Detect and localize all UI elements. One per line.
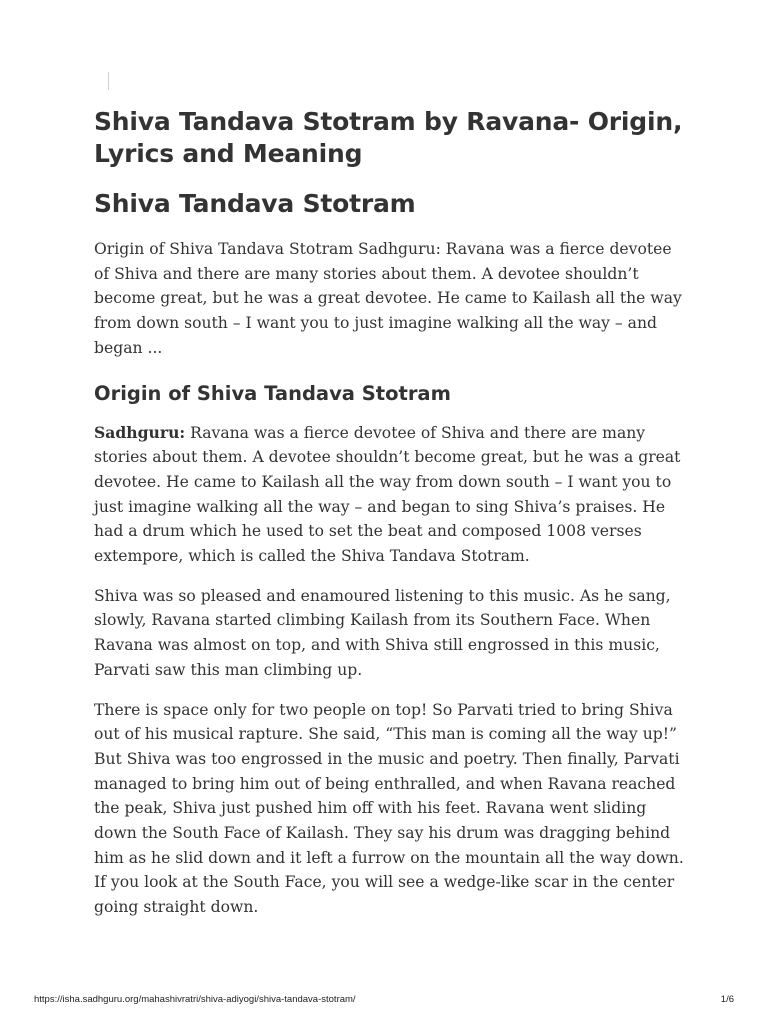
speaker-label: Sadhguru: bbox=[94, 422, 186, 442]
body-paragraph-1 bbox=[94, 421, 684, 569]
header-divider bbox=[108, 72, 109, 90]
body-paragraph-1-text: Ravana was a fierce devotee of Shiva and there are many stories about them. A devotee shouldn’t become great, but he was a great devotee. He came to Kailash all the way from down south – I want you to just imagine walking all the way – and began to sing Shiva’s praises. He had a drum which he used to set the beat and composed 1008 verses extempore, which is called the Shiva Tandava Stotram. bbox=[94, 423, 681, 566]
body-paragraph-2: Shiva was so pleased and enamoured listening to this music. As he sang, slowly, Ravana started climbing Kailash from its Southern Face. When Ravana was almost on top, and with Shiva still engrossed in this music, Parvati saw this man climbing up. bbox=[94, 586, 671, 679]
section-title: Shiva Tandava Stotram bbox=[94, 189, 416, 218]
article-title: Shiva Tandava Stotram by Ravana- Origin, Lyrics and Meaning bbox=[94, 107, 683, 168]
footer-url[interactable]: https://isha.sadhguru.org/mahashivratri/shiva-adiyogi/shiva-tandava-stotram/ bbox=[34, 994, 356, 1005]
intro-paragraph: Origin of Shiva Tandava Stotram Sadhguru: Ravana was a fierce devotee of Shiva and there are many stories about them. A devotee shouldn’t become great, but he was a great devotee. He came to Kailash all the way from down south – I want you to just imagine walking all the way – and began ... bbox=[94, 240, 682, 357]
article-body bbox=[94, 106, 684, 935]
body-paragraph-3: There is space only for two people on top! So Parvati tried to bring Shiva out of his musical rapture. She said, “This man is coming all the way up!” But Shiva was too engrossed in the music and poetry. Then finally, Parvati managed to bring him out of being enthralled, and when Ravana reached the peak, Shiva just pushed him off with his feet. Ravana went sliding down the South Face of Kailash. They say his drum was dragging behind him as he slid down and it left a furrow on the mountain all the way down. If you look at the South Face, you will see a wedge-like scar in the center going straight down. bbox=[94, 700, 684, 917]
subsection-title: Origin of Shiva Tandava Stotram bbox=[94, 381, 451, 405]
page-number: 1/6 bbox=[720, 994, 734, 1005]
